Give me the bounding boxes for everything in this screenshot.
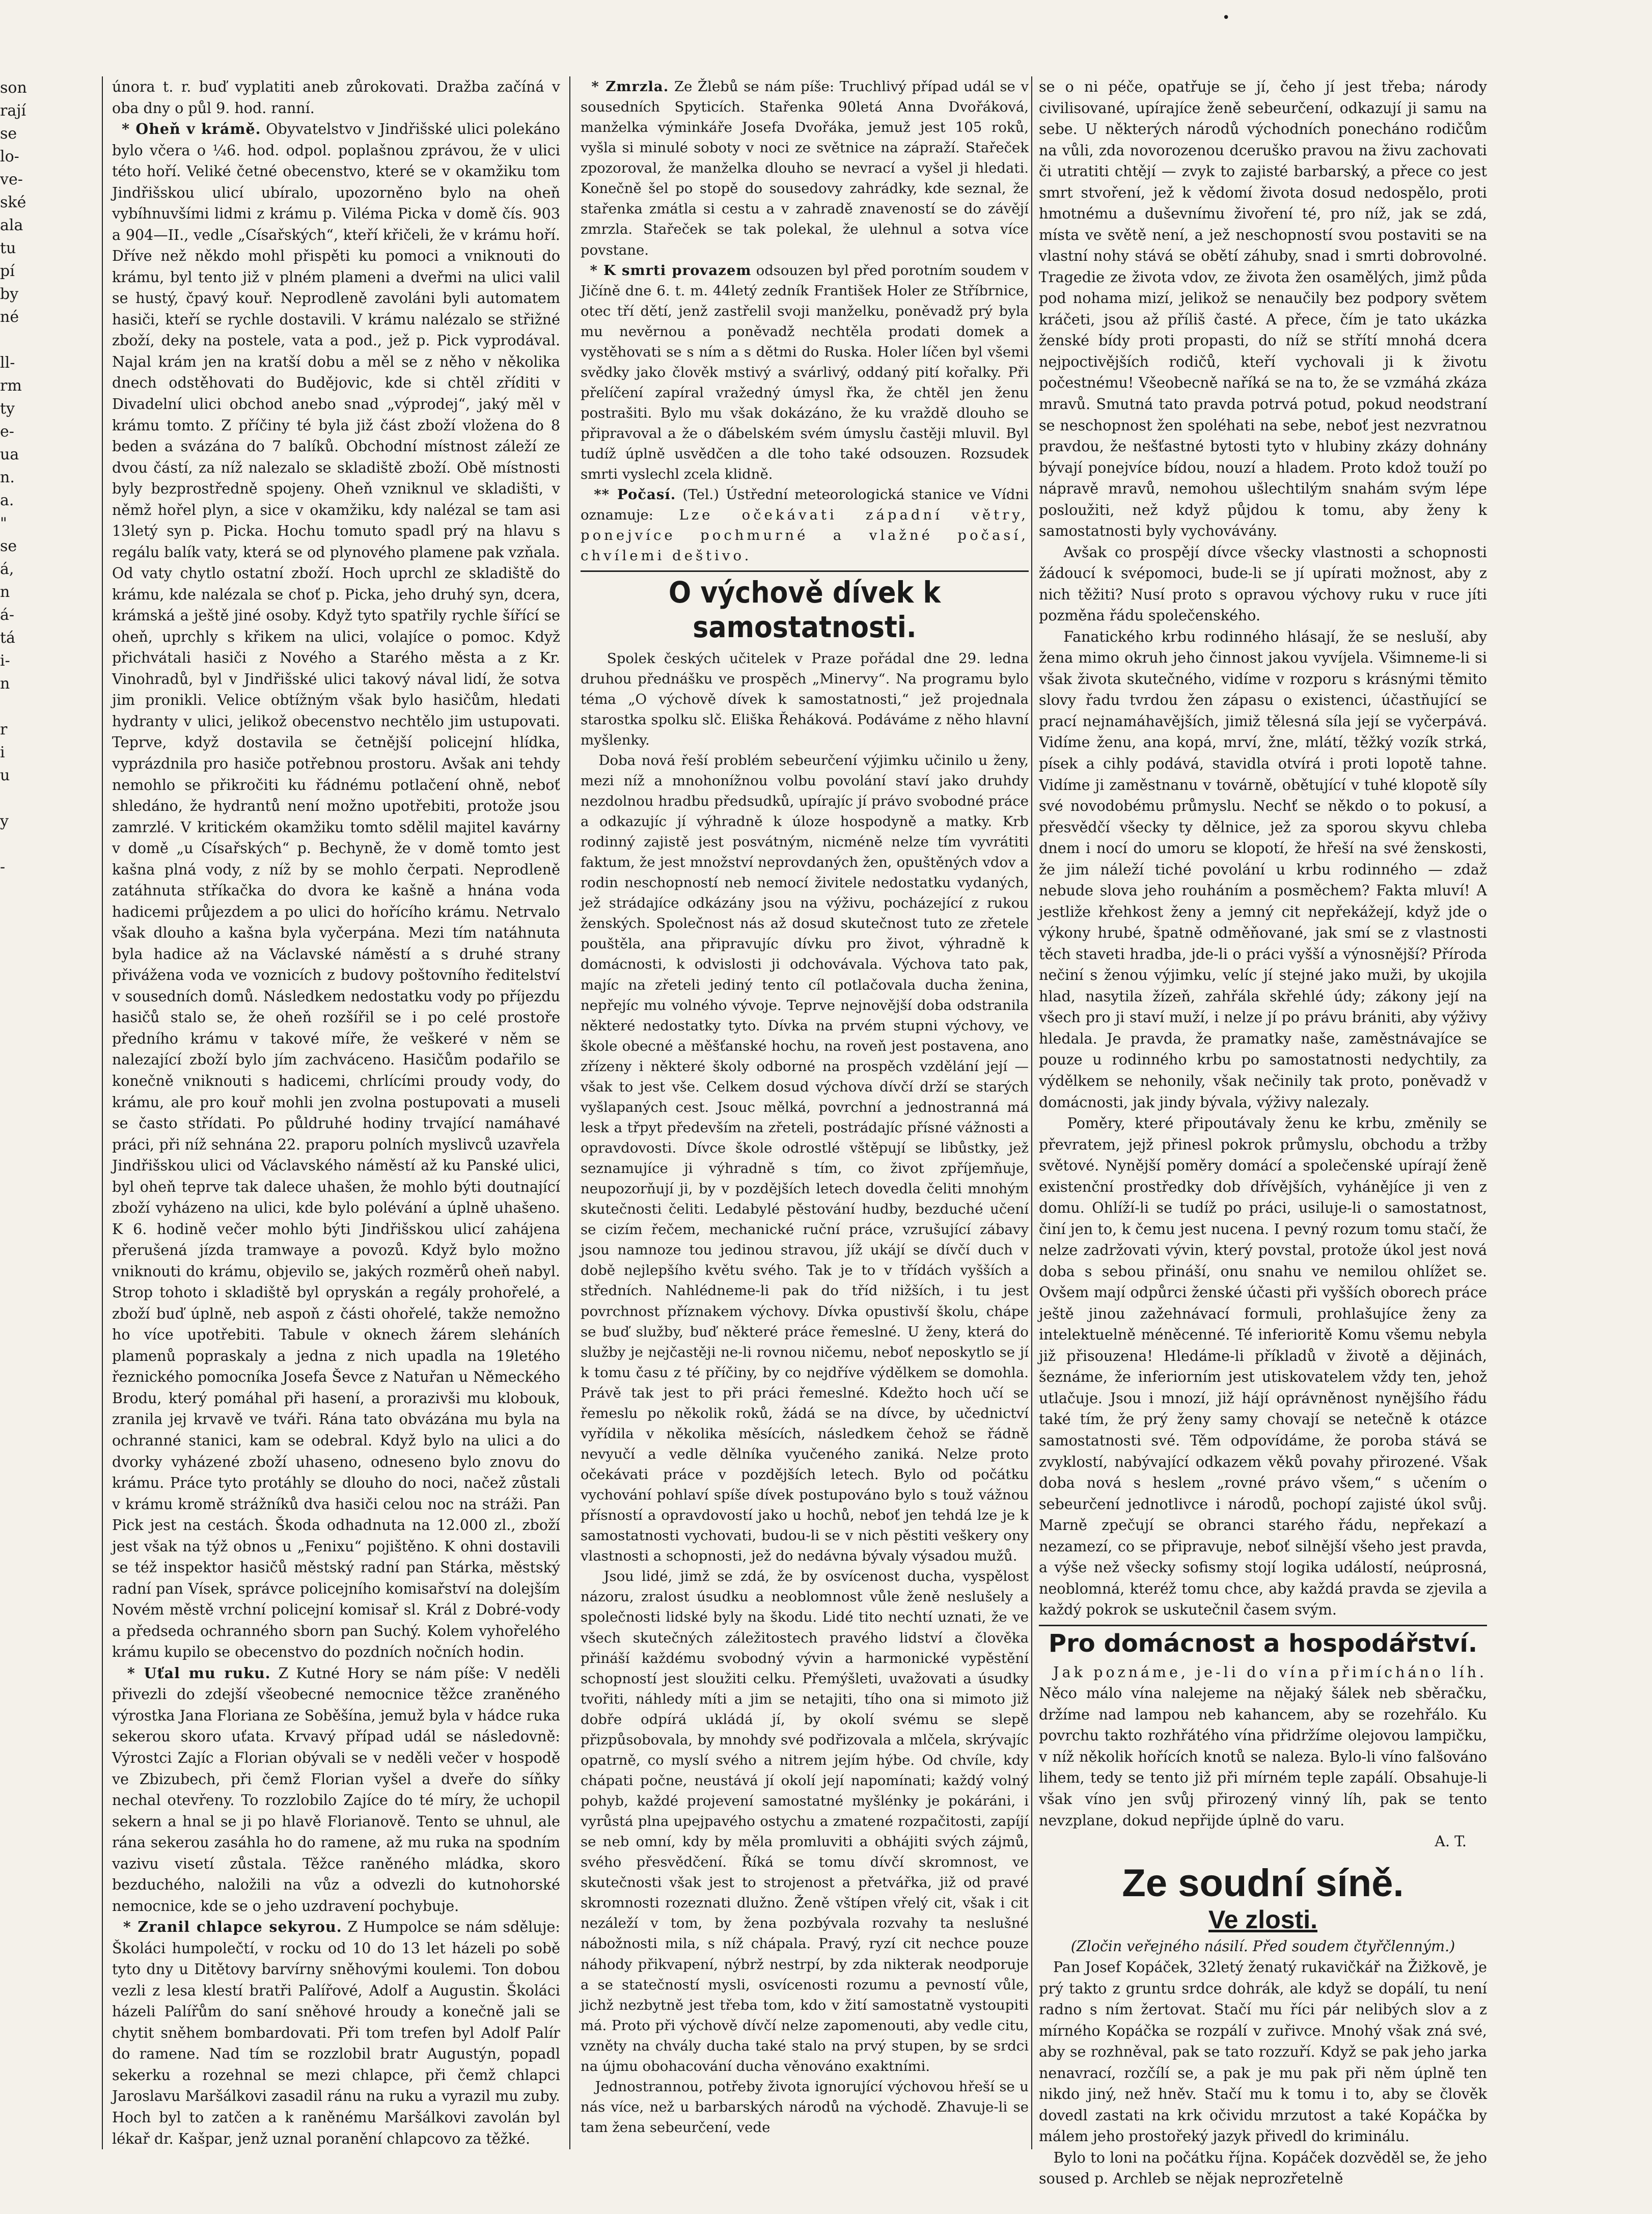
- article-heading: * K smrti provazem: [590, 262, 752, 279]
- article-heading: * Zranil chlapce sekyrou.: [123, 1918, 342, 1936]
- court-section-title: Ze soudní síně.: [1122, 1861, 1404, 1905]
- article-fire: [112, 119, 560, 1663]
- article-body: Obyvatelstvo v Jindřišské ulici polekáno bylo včera o ¼6. hod. odpol. poplašnou zprávou, že v ulici této hoří. Veliké četné obecenstvo, které se v okamžiku tom Jindřišskou ulicí ubíralo, upozorněno bylo na oheň vybíhnuvšími lidmi z krámu p. Viléma Picka v domě čís. 903 a 904—II., vedle „Císařských“, kteří křičeli, že v krámu hoří. Dříve než někdo mohl přispěti ku pomoci a vniknouti do krámu, byl tento již v plném plameni a dveřmi na ulici valil se hustý, čpavý kouř. Neprodleně zavoláni byli automatem hasiči, kteří se rychle dostavili. V krámu nalézalo se střižné zboží, deky na postele, vata a pod., jež p. Pick vyprodával. Najal krám jen na kratší dobu a měl se z něho v několika dnech odstěhovati do Budějovic, kde si chtěl zříditi v Divadelní ulici obchod anebo snad „výprodej“, jaký měl v krámu tomto. Z příčiny té byla již část zboží vložena do 8 beden a svázána do 7 balíků. Obchodní místnost záleží ze dvou částí, za níž nalezalo se skladiště zboží. Obě místnosti byly bezprostředně spojeny. Oheň vzniknul ve skladišti, v němž hořel plyn, a sice v okamžiku, kdy nalézal se tam asi 13letý syn p. Picka. Hochu tomuto spadl prý na hlavu s regálu balík vaty, která se od plynového plamene pak vzňala. Od vaty chytlo ostatní zboží. Hoch uprchl ze skladiště do krámu, kde nalézala se choť p. Picka, jeho druhý syn, dcera, krámská a ještě jiné osoby. Když tyto spatřily rychle šířící se oheň, uprchly s křikem na ulici, volajíce o pomoc. Když přichvátali hasiči z Nového a Starého města a z Kr. Vinohradů, byl v Jindřišské ulici takový nával lidí, že sotva jim pronikli. Velice obtížným však bylo hasičům, hledati hydranty v ulici, jelikož obecenstvo nechtělo jim ustupovati. Teprve, když dostavila se četnější policejní hlídka, vyprázdnila pro hasiče potřebnou prostoru. Avšak ani tehdy nemohlo se přikročiti ku řádnému potlačení ohně, neboť shledáno, že hydrantů není možno upotřebiti, protože jsou zamrzlé. V kritickém okamžiku tomto sdělil majitel kavárny v domě „u Císařských“ p. Bechyně, že v domě tomto jest kašna plná vody, z níž by se mohlo čerpati. Neprodleně zatáhnuta stříkačka do dvora ke kašně a hnána voda hadicemi průjezdem a po ulici do hořícího krámu. Netrvalo však dlouho a kašna byla vyčerpána. Mezi tím natáhnuta byla hadice až na Václavské náměstí a s druhé strany přivážena voda ve voznicích z budovy poštovního ředitelství v sousedních domů. Následkem nedostatku vody po příjezdu hasičů stalo se, že oheň rozšířil se i po celé prostoře předního krámu v takové míře, že veškeré v něm se nalezající zboží bylo jím zachváceno. Hasičům podařilo se konečně vniknouti s hadicemi, chrlícími proudy vody, do krámu, ale pro kouř mohli jen zvolna postupovati a museli se často střídati. Po půldruhé hodiny trvající namáhavé práci, při níž sehnána 22. praporu polních myslivců uzavřela Jindřišskou ulici od Václavského náměstí až ku Panské ulici, byl oheň teprve tak dalece uhašen, že mohlo býti doutnající zboží vyházeno na ulici, kde bylo polévání a úplně uhašeno. K 6. hodině večer mohlo býti Jindřišskou ulicí zahájena přerušená jízda tramwaye a povozů. Když bylo možno vniknouti do krámu, objevilo se, jakých rozměrů oheň nabyl. Strop tohoto i skladiště byl opryskán a regály prohořelé, a zboží buď úplně, neb aspoň z části ohořelé, takže nemožno ho více upotřebiti. Tabule v oknech žárem sleháních plamenů popraskaly a jedna z nich upadla na 19letého řeznického pomocníka Josefa Ševce z Natuřan u Německého Brodu, který pomáhal při hasení, a prorazivši mu klobouk, zranila jej krvavě ve tváři. Rána tato obvázána mu byla na ochranné stanici, kam se odebral. Když bylo na ulici a do dvorky vyházené zboží uhaseno, odneseno bylo znovu do krámu. Práce tyto protáhly se dlouho do noci, načež zůstali v krámu kromě strážníků dva hasiči celou noc na stráži. Pan Pick jest na cestách. Škoda odhadnuta na 12.000 zl., zboží jest však na týž obnos u „Fenixu“ pojištěno. K ohni dostavili se též inspektor hasičů městský radní pan Stárka, městský radní pan Vísek, správce policejního komisařství na dolejším Novém městě vrchní policejní komisař sl. Král z Dobré-vody a předseda ochranného sborn pan Suchý. Kolem vyhořelého krámu kupilo se obecenstvo do pozdních nočních hodin.: [112, 121, 561, 1661]
- left-gutter-fragments: [0, 76, 76, 2114]
- article-heading: ** Počasí.: [594, 486, 676, 503]
- article-paragraph: [581, 750, 1029, 1567]
- section-title: O výchově dívek k samostatnosti.: [581, 570, 1029, 644]
- gutter-fragment: ": [0, 514, 7, 532]
- gutter-fragment: [0, 787, 76, 810]
- paragraph-text: Pan Josef Kopáček, 32letý ženatý rukavičkář na Žižkově, je prý takto z gruntu srdce dohrák, ale když se dopálí, tu není radno s ním žertovat. Stačí mu říci pár nelibých slov a z mírného Kopáčka se rozpálí v zuřivce. Mnohý však zná své, aby se rozhněval, pak se tato rozzuří. Když se pak jeho jarka nenavrací, rozčílí se, a pak je mu pak při něm úplně ten nikdo jiný, než hněv. Stačí mu k tomu i to, aby se člověk dovedl zastati na krk očividu mrzutost a také Kopáčka by málem jeho prostořeký jazyk přivedl do kriminálu.: [1039, 1959, 1487, 2145]
- gutter-fragment: se: [0, 125, 17, 143]
- gutter-fragment: [0, 901, 76, 924]
- paragraph-text: Doba nová řeší problém sebeurčení výjimku učinilo u ženy, mezi níž a mnohonížnou volbu povolání staví jako druhdy nezdolnou hradbu předsudků, upírajíc jí právo svobodné práce a odkazujíc jí výhradně k úloze hospodyně a matky. Krb rodinný zajistě jest posvátným, nicméně nelze tím vyvrátiti faktum, že jest množství neprovdaných žen, opuštěných vdov a rodin neschopností neb nemocí živitele nedostatku vydaných, jež strádajíce odkázány jsou na výživu, pocházející z rukou ženských. Společnost nás až dosud skutečnost tuto ze zřetele pouštěla, ana připravujíc dívku pro život, výhradně k domácnosti, k odvislosti ji odchovávala. Výchova tato pak, majíc na zřeteli jediný tento cíl potlačovala ducha ženina, nepřejíc mu volného vývoje. Teprve nejnovější doba odstranila některé nedostatky tyto. Dívka na prvém stupni výchovy, ve škole obecné a měšťanské hochu, na roveň jest postavena, ano zřízeny i některé školy odborné na prospěch vzdělání její — však to jest vše. Celkem dosud výchova dívčí drží se starých vyšlapaných cest. Jsouc mělká, povrchní a jednostranná má lesk a třpyt především na zřeteli, postrádajíc přísné vážnosti a opravdovosti. Dívce škole odrostlé vštěpují se libůstky, jež seznamujíce ji výhradně s tím, co život zpříjemňuje, neupozorňují ji, by v pozdějších letech dovedla čeliti mnohým skutečnosti čeliti. Ledabylé pěstování hudby, bezduché učení se cizím řečem, mechanické ruční práce, vzrušující zábavy jsou namnoze tou jedinou stravou, jíž ukájí se dívčí duch v době nejlepšího květu svého. Tak je to v třídách vyšších a středních. Nahlédneme-li pak do tříd nižších, i tu jest povrchnost příznakem výchovy. Dívka opustivší školu, chápe se buď služby, buď některé práce řemeslné. U ženy, která do služby je nejčastěji ne-li rovnou ničemu, neboť neposkytlo se jí k tomu času z té příčiny, by co nejdříve výdělkem se domohla. Právě tak jest to při práci řemeslné. Kdežto hoch učí se řemeslu po několik roků, žádá se na dívce, by učednictví vyřídila v několika měsících, následkem čehož se řádně nevyučí a vedle dělníka vyučeného zaniká. Nelze proto očekávati práce v pozdějších letech. Bylo od počátku vychování pohlaví spíše dívek postupováno bylo s touž vážnou přísností a opravdovostí jako u hochů, neboť jen tehdá lze je k samostatnosti vychovati, budou-li se v nich pěstiti veškery ony vlastnosti a schopnosti, jež do nedávna bývaly výsadou mužů.: [581, 752, 1029, 1565]
- gutter-fragment: [0, 329, 76, 351]
- article-frozen: [581, 76, 1029, 260]
- article-paragraph: [581, 1566, 1029, 2076]
- gutter-fragment: u: [0, 767, 10, 784]
- gutter-fragment: n.: [0, 469, 15, 486]
- court-note: (Zločin veřejného násilí. Před soudem čtyřčlenným.): [1070, 1937, 1455, 1955]
- article-axe: [112, 1917, 560, 2149]
- gutter-fragment: né: [0, 308, 19, 326]
- court-article-title: Ve zlosti.: [1208, 1905, 1317, 1934]
- gutter-fragment: r: [0, 721, 8, 739]
- gutter-fragment: ll-: [0, 354, 15, 372]
- gutter-fragment: by: [0, 285, 19, 303]
- paragraph-text: Spolek českých učitelek v Praze pořádal dne 29. ledna druhou přednášku ve prospěch „Minervy“. Na programu bylo téma „O výchově dívek k samostatnosti,“ jež projednala starostka spolku slč. Eliška Řeháková. Podáváme z něho hlavní myšlenky.: [581, 650, 1029, 748]
- tip-body: Něco málo vína nalejeme na nějaký šálek neb sběračku, držíme nad lampou neb kahancem, aby se rozehřálo. Ku povrchu takto rozhřátého vína přidržíme olejovou lampičku, v níž několik hořících knotů se naleza. Bylo-li víno falšováno lihem, tedy se tento již při mírném teple zapálí. Obsahuje-li však víno jen svůj přirozený vinný líh, pak se tento nevzplane, dokud nepřijde úplně do varu.: [1039, 1685, 1487, 1829]
- paragraph-text: Jsou lidé, jimž se zdá, že by osvícenost ducha, vyspělost názoru, zralost úsudku a neoblomnost vůle ženě neslušely a společnosti lidské byly na škodu. Lidé tito nechtí uznati, že ve všech skutečných záležitostech pravého lidství a člověka přináší každému svobodný vývin a harmonické vypěstění schopností jest sloužiti celku. Přemýšleti, uvažovati a úsudky tvořiti, náhledy míti a jim se netajiti, tího ona si mimoto již dobře odpírá ukládá jí, by okolí svému se slepě přizpůsobovala, by mnohdy své podřizovala a mlčela, skrývajíc opatrně, co myslí svého a nitrem jejím hýbe. Od chvíle, kdy chápati počne, neustává jí okolí její napomínati; každý volný pohyb, každé projevení samostatné myšlénky je pokáráni, i vyrůstá plna upejpavého ostychu a zmatené rozpačitosti, zapíjí se neb omní, kdy by měla promluviti a obhájiti svých zájmů, svého přesvědčení. Říká se tomu dívčí skromnost, ve skutečnosti však jest to strojenost a přetvářka, již od pravé skromnosti rozeznati dlužno. Ženě vštípen vřelý cit, však i cit nezáleží v tom, by žena pozbývala rozvahy ta neslušné nábožnosti mila, s níž chápala. Pravý, ryzí cit nechce pouze náhody přikvapení, nýbrž nestrpí, by zda nikterak neodporuje a se statečností mysli, osvícenosti rozumu a pevností vůle, jichž nezbytně jest třeba tom, kdo v žití samostatně vystoupiti má. Proto při výchově dívčí nelze zapomenouti, aby vedle citu, vzněty na chvály ducha také stalo na prvý stupen, by se srdci na újmu obohacování ducha věnováno exaktními.: [581, 1568, 1029, 2074]
- gutter-fragment: tu: [0, 239, 16, 257]
- article-weather: [581, 484, 1029, 566]
- paragraph-text: Fanatického krbu rodinného hlásají, že se nesluší, aby žena mimo okruh jeho činnost jakou vyvíjela. Všimneme-li si však života skutečného, vidíme v rozporu s krásnými těmito slovy řadu tvrdou žen zápasu o existenci, účastňující se prací nejnamáhavějších, jimiž tělesná síla její se vyčerpává. Vidíme ženu, ana kopá, mrví, žne, mlátí, těžký vozík strká, písek a cihly podává, stavidla otvírá i proti lopotě tahne. Vidíme ji zaměstnanu v továrně, obětující v tuhé klopotě síly své novodobému průmyslu. Nechť se někdo o to pokusí, a přesvědčí všecky ty dělnice, jež za sporou skyvu chleba dnem i nocí do umoru se klopotí, že hřeší na své ženskosti, že jim náleží tiché povolání u krbu rodinného — zdaž nebude slova jeho rouháním a posměchem? Fakta mluví! A jestliže křehkost ženy a jemný cit nepřekážejí, když jde o výkony hrubé, špatně odměňované, jak smí se z vlastnosti těch staveti hradba, jde-li o práci vyšší a výnosnější? Příroda nečiní s ženou výjimku, velíc jí stejné jako muži, by ukojila hlad, nasytila žízeň, zahřála skřehlé údy; zákony její na všech pro ji staví muží, i nelze jí po právu brániti, aby výživy hledala. Je pravda, že pramatky naše, zaměstnávajíce se pouze u rodinného krbu po samostatnosti nedychtily, za výdělkem se nehonily, však nečinily tak proto, poněvadž v domácnosti, jak jindy bývala, výživy nalezaly.: [1039, 628, 1487, 1111]
- gutter-fragment: ské: [0, 194, 26, 211]
- gutter-fragment: n: [0, 675, 10, 693]
- gutter-fragment: -: [0, 858, 6, 876]
- column-3: [1039, 76, 1487, 2190]
- column-rule: [569, 76, 570, 2149]
- gutter-fragment: a.: [0, 491, 14, 509]
- gutter-fragment: lo-: [0, 148, 19, 166]
- signature: A. T.: [1435, 1833, 1467, 1850]
- article-body: Z Humpolce se nám sděluje: Školáci humpolečtí, v rocku od 10 do 13 let házeli po sobě tyto dny u Ditětovy barvírny sněhovými koulemi. Ton dobou vezli z lesa klestí bratři Palířové, Adolf a Augustin. Školáci házeli Palířům do saní sněhové hroudy a konečně jali se chytit sněhem bombardovati. Při tom trefen byl Adolf Palír do ramene. Nad tím se rozzlobil bratr Augustýn, popadl sekerku a rozehnal se mezi chlapce, při čemž chlapci Jaroslavu Maršálkovi zasadil ránu na ruku a vyrazil mu zuby. Hoch byl to zatčen a k raněnému Maršálkovi zavolán byl lékař dr. Kašpar, jenž uznal poranění chlapcovo za těžké.: [112, 1919, 561, 2147]
- article-paragraph: [1039, 1113, 1487, 1621]
- gutter-fragment: ala: [0, 216, 23, 234]
- article-paragraph: [1039, 1957, 1487, 2147]
- gutter-fragment: [0, 947, 76, 970]
- tip-heading: Jak poznáme, je-li do vína přimícháno líh.: [1053, 1663, 1488, 1681]
- auction-notice: února t. r. buď vyplatiti aneb zůrokovati. Dražba začíná v oba dny o půl 9. hod. ranní.: [112, 78, 560, 117]
- gutter-fragment: n: [0, 583, 10, 601]
- paragraph-text: Bylo to loni na počátku října. Kopáček dozvěděl se, že jeho soused p. Archleb se nějak neprozřetelně: [1039, 2149, 1487, 2188]
- article-cut-hand: [112, 1663, 560, 1917]
- gutter-fragment: [0, 970, 76, 993]
- article-paragraph: [581, 648, 1029, 750]
- article-death-sentence: [581, 260, 1029, 485]
- paragraph-text: Avšak co prospějí dívce všecky vlastnosti a schopnosti žádoucí k svépomoci, bude-li se jí upírati možnost, aby z nich těžiti? Nusí proto s opravou výchovy ruku v ruce jíti pozměna řádu společenského.: [1039, 543, 1487, 624]
- weather-forecast: Lze očekávati západní větry, ponejvíce pochmurné a vlažné počasí, chvílemi deštivo.: [581, 507, 1029, 564]
- column-1: [112, 76, 560, 2149]
- page-mark: •: [1222, 10, 1230, 25]
- article-body: Ze Žlebů se nám píše: Truchlivý případ udál se v sousedních Spyticích. Stařenka 90letá Anna Dvořáková, manželka výminkáře Josefa Dvořáka, jemuž jest 105 roků, vyšla si minulé soboty v noci ze světnice na zápraží. Stařeček zpozoroval, že manželka dlouho se nevrací a vyšel ji hledati. Konečně šel po stopě do sousedovy zahrádky, kde seznal, že stařenka zmátla si cestu a v zahradě znaveností se do závějí zmrzla. Stařeček se tak polekal, že ulehnul a sotva více povstane.: [581, 78, 1029, 258]
- gutter-fragment: ve-: [0, 171, 23, 188]
- gutter-fragment: [0, 879, 76, 901]
- article-heading: * Uťal mu ruku.: [127, 1664, 271, 1682]
- article-paragraph: se o ni péče, opatřuje se jí, čeho jí jest třeba; národy civilisované, upírajíce ženě sebeurčení, odkazují ji samu na sebe. U některých národů východních ponecháno rodičům na vůli, zda novorozenou dceruško pravou na živu zachovati či utratiti chtějí — zvyk to zajisté barbarský, a přece co jest smrt stvoření, jež k vědomí života dosud nedospělo, proti hmotnému a duševnímu živoření té, pro níž, jak se zdá, místa ve světě není, a jež neschopností svou postaviti se na vlastní nohy stává se obětí záhuby, snad i smrti dobrovolné. Tragedie ze života vdov, ze života žen osamělých, jimž půda pod nohama mizí, jelikož se nenaučily bez podpory světem kráčeti, jsou až příliš časté. A přece, čím je tato ukázka ženské bídy proti propasti, do níž se střítí mnohá dcera nejpoctivějších rodičů, kteří vychovali ji k životu počestnému! Všeobecně naříká se na to, že se vzmáhá zkáza mravů. Smutná tato pravda potrvá potud, pokud neodstraní se neschopnost žen spoléhati na sebe, neboť jest nezvratnou pravdou, že nešťastné bytosti tyto v hlubiny zkázy dohnány bývají ponejvíce bídou, nouzí a hladem. Proto kdož touží po nápravě mravů, nemohou ušlechtilým snahám svým lépe posloužiti, než když půjdou k tomu, aby ženy k samostatnosti byly vychovávány.: [1039, 78, 1487, 540]
- article-body: (Tel.) Ústřední meteorologická stanice ve Vídni oznamuje:: [581, 486, 1029, 524]
- gutter-fragment: [0, 695, 76, 718]
- gutter-fragment: pí: [0, 262, 15, 280]
- gutter-fragment: tá: [0, 629, 15, 647]
- section-title-household: Pro domácnost a hospodářství.: [1039, 1625, 1487, 1659]
- household-tip: [1039, 1662, 1487, 1831]
- article-body: odsouzen byl před porotním soudem v Jičíně dne 6. t. m. 44letý zedník František Holer ze Stříbrnice, otec tří dětí, jenž zastřelil svoji manželku, poněvadž prý byla mu nevěrnou a poněvadž nechtěla prodati domek a vystěhovati se s ním a s dětmi do Ruska. Holer líčen byl všemi svědky jako člověk mstivý a svárlivý, oddaný pití kořalky. Při přelíčení zapíral vražedný úmysl řka, že chtěl jen ženu postrašiti. Bylo mu však dokázáno, že ku vraždě dlouho se připravoval a že o ďábelském svém úmyslu častěji mluvil. Byl tudíž úplně usvědčen a dle toho také odsouzen. Rozsudek smrti vyslechl zcela klidně.: [581, 262, 1029, 483]
- article-paragraph: [581, 2076, 1029, 2138]
- gutter-fragment: á-: [0, 606, 15, 624]
- article-heading: * Oheň v krámě.: [122, 120, 261, 138]
- article-heading: * Zmrzla.: [591, 78, 669, 95]
- gutter-fragment: i-: [0, 652, 10, 670]
- gutter-fragment: ua: [0, 446, 19, 463]
- gutter-fragment: rají: [0, 102, 26, 120]
- column-rule: [102, 76, 103, 2149]
- gutter-fragment: á,: [0, 560, 14, 578]
- paragraph-text: Poměry, které připoutávaly ženu ke krbu, změnily se převratem, jejž přinesl pokrok průmyslu, obchodu a tržby světové. Nynější poměry domácí a společenské upírají ženě existenční prostředky dob dřívějších, vyhánějíce ji ven z domu. Ohlíží-li se tudíž po práci, usiluje-li o samostatnost, činí jen to, k čemu jest nucena. I pevný rozum tomu stačí, že nelze zadržovati vývin, který povstal, protože úkol jest nová doba s sebou přináší, onu snahu ve nemilou ohlížet se. Ovšem mají odpůrci ženské účasti při vyšších oborech práce ještě jinou zažehnávací formuli, prohlašujíce ženy za intelektuelně méněcenné. Té inferioritě Komu všemu nebyla již přisouzena! Hledáme-li příkladů v životě a dějinách, šeznáme, že inferiorním jest utiskovatelem vždy ten, jehož utlačuje. Jsou i mnozí, již hájí oprávněnost nynějšího řádu také tím, že prý ženy samy chovají se netečně k otázce samostatnosti své. Těm odpovídáme, že poroba stává se zvyklostí, nabývající odkazem věků povahy přirozené. Však doba nová s heslem „rovné právo všem,“ s učením o sebeurčení jednotlivce i národů, pochopí zajisté úkol svůj. Marně zpečují se obranci starého řádu, nepřekazí a nezamezí, co se připravuje, neboť silnější všeho jest pravda, a výše než všecky sofismy stojí logika událostí, neúprosná, neoblomná, kteréž tomu chce, aby každá pravda se zjevila a každý pokrok se uskutečnil časem svým.: [1039, 1115, 1487, 1619]
- gutter-fragment: e-: [0, 423, 14, 441]
- column-2: [581, 76, 1029, 2138]
- gutter-fragment: [0, 833, 76, 856]
- gutter-fragment: [0, 924, 76, 947]
- gutter-fragment: ty: [0, 400, 15, 418]
- gutter-fragment: se: [0, 537, 17, 555]
- gutter-fragment: son: [0, 79, 27, 97]
- article-paragraph: [1039, 542, 1487, 626]
- gutter-fragment: i: [0, 744, 5, 761]
- paragraph-text: Jednostrannou, potřeby života ignorující výchovou hřeší se u nás více, než u barbarských národů na východě. Zhavuje-li se tam žena sebeurčení, vede: [581, 2078, 1029, 2136]
- column-rule: [1031, 76, 1032, 2149]
- article-paragraph: [1039, 2147, 1487, 2190]
- gutter-fragment: y: [0, 812, 9, 830]
- article-body: Z Kutné Hory se nám píše: V neděli přivezli do zdejší všeobecné nemocnice těžce zraněného výrostka Jana Floriana ze Soběšína, jemuž byla v hádce ruka sekerou skoro uťata. Krvavý případ udál se následovně: Výrostci Zajíc a Florian obývali se v neděli večer v hospodě ve Zbizubech, při čemž Florian vyšel a dveře do síňky nechal otevřeny. To rozzlobilo Zajíce do té míry, že uchopil sekern a hnal se ji po hlavě Florianově. Tento se uhnul, ale rána sekerou zasáhla ho do ramene, až mu ruka na spodním vazivu visetí zůstala. Těžce raněného mládka, skoro bezduchého, naložili na vůz a odvezli do kutnohorské nemocnice, kde se o jeho uzdravení pochybuje.: [112, 1664, 560, 1915]
- article-paragraph: [1039, 626, 1487, 1113]
- gutter-fragment: rm: [0, 377, 22, 395]
